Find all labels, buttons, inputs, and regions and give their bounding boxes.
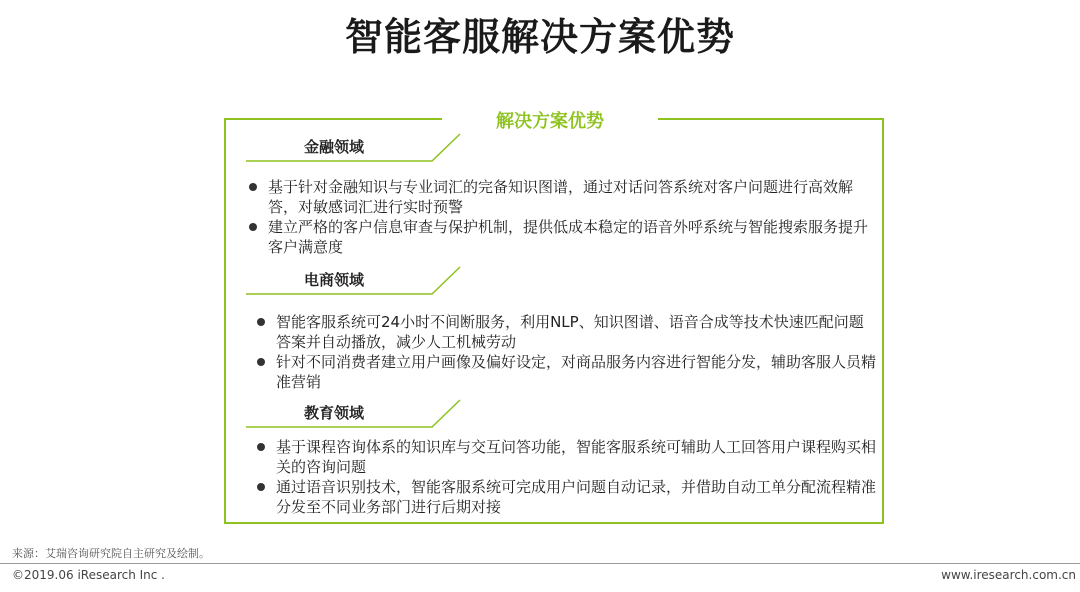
section-header-ecommerce — [246, 265, 466, 295]
list-item: 建立严格的客户信息审查与保护机制，提供低成本稳定的语音外呼系统与智能搜索服务提升客户满意度 — [246, 217, 876, 257]
list-item: 基于课程咨询体系的知识库与交互问答功能，智能客服系统可辅助人工回答用户课程购买相关的咨询问题 — [254, 437, 876, 477]
section-header-finance — [246, 132, 466, 162]
bullet-dot-icon — [257, 443, 265, 451]
section-title: 电商领域 — [304, 271, 365, 289]
bullet-dot-icon — [249, 223, 257, 231]
panel-title: 解决方案优势 — [496, 111, 604, 132]
bullet-dot-icon — [257, 318, 265, 326]
footer-divider — [0, 563, 1080, 564]
list-item: 智能客服系统可24小时不间断服务，利用NLP、知识图谱、语音合成等技术快速匹配问题答案并自动播放，减少人工机械劳动 — [254, 312, 876, 352]
list-item: 基于针对金融知识与专业词汇的完备知识图谱，通过对话问答系统对客户问题进行高效解答，对敏感词汇进行实时预警 — [246, 177, 876, 217]
bullet-dot-icon — [249, 183, 257, 191]
page-title: 智能客服解决方案优势 — [344, 15, 735, 59]
copyright-text: ©2019.06 iResearch Inc . — [12, 568, 165, 582]
bullet-dot-icon — [257, 483, 265, 491]
list-item: 针对不同消费者建立用户画像及偏好设定，对商品服务内容进行智能分发，辅助客服人员精准营销 — [254, 352, 876, 392]
bullet-list-finance — [246, 177, 876, 257]
section-title: 金融领域 — [304, 138, 365, 156]
bullet-dot-icon — [257, 358, 265, 366]
section-title: 教育领域 — [304, 404, 365, 422]
panel-top-border-left — [224, 118, 442, 120]
panel-top-border-right — [658, 118, 884, 120]
bullet-list-ecommerce — [254, 312, 876, 392]
list-item: 通过语音识别技术，智能客服系统可完成用户问题自动记录，并借助自动工单分配流程精准分发至不同业务部门进行后期对接 — [254, 477, 876, 517]
website-link[interactable]: www.iresearch.com.cn — [941, 568, 1076, 582]
section-header-education — [246, 398, 466, 428]
bullet-list-education — [254, 437, 876, 517]
source-note: 来源：艾瑞咨询研究院自主研究及绘制。 — [12, 547, 210, 560]
